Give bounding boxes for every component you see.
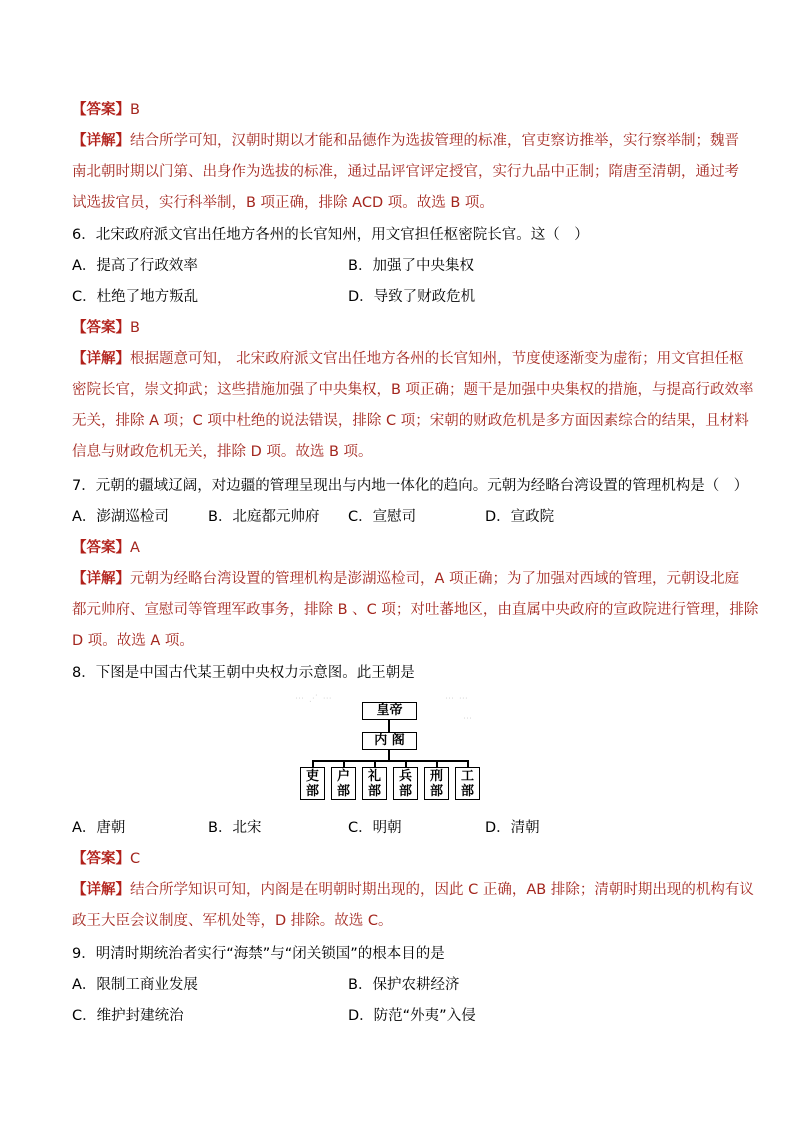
connector-line: [405, 760, 407, 767]
q8-answer: C: [130, 851, 141, 867]
q5-detail-line-1: [72, 131, 739, 151]
q6-option-b: B．加强了中央集权: [348, 258, 474, 274]
detail-tag: 【详解】: [72, 571, 130, 587]
connector-line: [312, 760, 314, 767]
q5-answer: B: [130, 102, 140, 118]
connector-line: [388, 750, 390, 760]
q7-option-b: B．北庭都元帅府: [208, 509, 320, 525]
ministry-personnel-box: 吏部: [300, 767, 325, 800]
q8-option-c: C．明朝: [348, 820, 402, 836]
q6-detail-text-1: 根据题意可知， 北宋政府派文官出任地方各州的长官知州，节度使逐渐变为虚衔；用文官担任枢: [130, 351, 744, 367]
q6-stem: 6．北宋政府派文官出任地方各州的长官知州，用文官担任枢密院长官。这（ ）: [72, 227, 589, 243]
q5-detail-line-2: 南北朝时期以门第、出身作为选拔的标准，通过品评官评定授官，实行九品中正制；隋唐至清朝，通过考: [72, 164, 739, 180]
scan-noise: ⋯: [463, 714, 473, 724]
q8-option-d: D．清朝: [485, 820, 540, 836]
q7-detail-line-3: D 项。故选 A 项。: [72, 633, 194, 649]
connector-line: [467, 760, 469, 767]
emperor-box: 皇帝: [362, 702, 417, 720]
central-power-diagram: [295, 690, 485, 802]
ministry-war-box: 兵部: [393, 767, 418, 800]
q6-option-a: A．提高了行政效率: [72, 258, 198, 274]
q7-answer: A: [130, 540, 140, 556]
q6-detail-line-2: 密院长官，崇文抑武；这些措施加强了中央集权，B 项正确；题干是加强中央集权的措施，与提高行政效率: [72, 382, 754, 398]
cabinet-box: 内 阁: [362, 732, 417, 750]
detail-tag: 【详解】: [72, 351, 130, 367]
q7-detail-text-1: 元朝为经略台湾设置的管理机构是澎湖巡检司，A 项正确；为了加强对西域的管理，元朝设北庭: [130, 571, 740, 587]
q8-detail-line-1: [72, 880, 754, 900]
answer-tag: 【答案】: [72, 320, 130, 336]
q6-option-d: D．导致了财政危机: [348, 289, 476, 305]
q9-option-a: A．限制工商业发展: [72, 977, 198, 993]
connector-bar: [312, 760, 467, 762]
q6-answer-line: [72, 318, 724, 338]
q7-detail-line-2: 都元帅府、宣慰司等管理军政事务，排除 B 、C 项；对吐蕃地区，由直属中央政府的宣政院进行管理，排除: [72, 602, 759, 618]
q7-stem: 7．元朝的疆域辽阔，对边疆的管理呈现出与内地一体化的趋向。元朝为经略台湾设置的管理机构是（ ）: [72, 478, 749, 494]
q9-option-d: D．防范“外夷”入侵: [348, 1008, 476, 1024]
q8-option-b: B．北宋: [208, 820, 262, 836]
answer-tag: 【答案】: [72, 540, 130, 556]
q8-option-a: A．唐朝: [72, 820, 126, 836]
ministry-justice-box: 刑部: [424, 767, 449, 800]
scan-noise: ⋯ ⋯: [445, 694, 469, 704]
q8-answer-line: [72, 849, 724, 869]
q7-option-a: A．澎湖巡检司: [72, 509, 169, 525]
detail-tag: 【详解】: [72, 133, 130, 149]
answer-tag: 【答案】: [72, 851, 130, 867]
connector-line: [343, 760, 345, 767]
q9-option-c: C．维护封建统治: [72, 1008, 184, 1024]
q7-detail-line-1: [72, 569, 740, 589]
q6-option-c: C．杜绝了地方叛乱: [72, 289, 199, 305]
q5-detail-text-1: 结合所学可知，汉朝时期以才能和品德作为选拔管理的标准，官吏察访推举，实行察举制；魏晋: [130, 133, 739, 149]
detail-tag: 【详解】: [72, 882, 130, 898]
q9-option-b: B．保护农耕经济: [348, 977, 460, 993]
q7-option-d: D．宣政院: [485, 509, 555, 525]
ministry-works-box: 工部: [455, 767, 480, 800]
q6-answer: B: [130, 320, 140, 336]
q9-stem: 9．明清时期统治者实行“海禁”与“闭关锁国”的根本目的是: [72, 946, 445, 962]
q5-detail-line-3: 试选拔官员，实行科举制，B 项正确，排除 ACD 项。故选 B 项。: [72, 195, 494, 211]
q7-option-c: C．宣慰司: [348, 509, 417, 525]
q5-answer-line: [72, 100, 724, 120]
q8-detail-line-2: 政王大臣会议制度、军机处等，D 排除。故选 C。: [72, 913, 393, 929]
q6-detail-line-4: 信息与财政危机无关，排除 D 项。故选 B 项。: [72, 444, 373, 460]
q8-detail-text-1: 结合所学知识可知，内阁是在明朝时期出现的，因此 C 正确，AB 排除；清朝时期出现的机构有议: [130, 882, 754, 898]
answer-tag: 【答案】: [72, 102, 130, 118]
q7-answer-line: [72, 538, 724, 558]
ministry-revenue-box: 户部: [331, 767, 356, 800]
q8-stem: 8．下图是中国古代某王朝中央权力示意图。此王朝是: [72, 665, 415, 681]
q6-detail-line-1: [72, 349, 744, 369]
connector-line: [388, 720, 390, 732]
connector-line: [436, 760, 438, 767]
connector-line: [374, 760, 376, 767]
q6-detail-line-3: 无关，排除 A 项；C 项中杜绝的说法错误，排除 C 项；宋朝的财政危机是多方面因素综合的结果，且材料: [72, 413, 749, 429]
scan-noise: ⋯ ⋰ ⋯: [295, 694, 333, 704]
ministry-rites-box: 礼部: [362, 767, 387, 800]
